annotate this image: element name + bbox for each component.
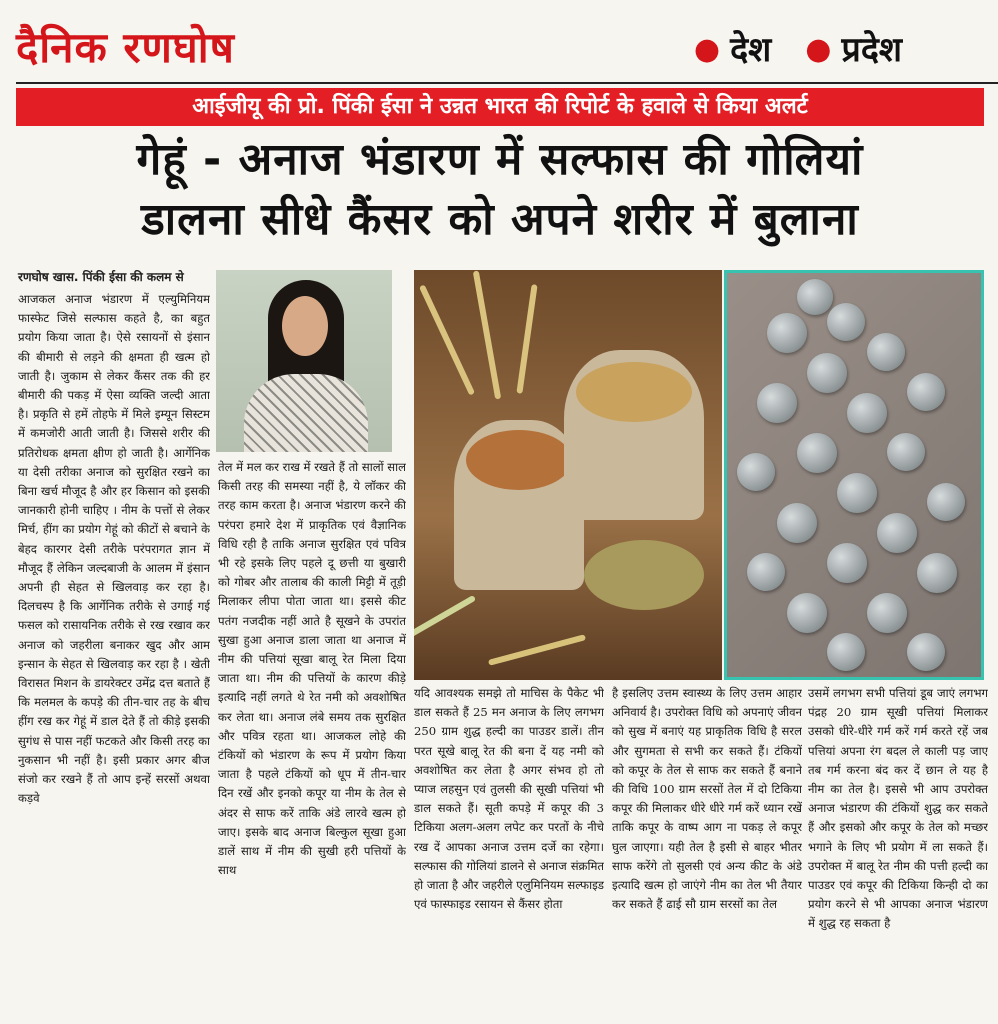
newspaper-logo: दैनिक रणघोष: [16, 23, 235, 72]
wheat-stalk: [488, 634, 586, 666]
headline-line-1: गेहूं - अनाज भंडारण में सल्फास की गोलियां: [136, 134, 864, 185]
tablet: [867, 593, 907, 633]
bullet-icon: ●: [693, 32, 721, 67]
barley-grain-pile: [584, 540, 704, 610]
section-desh[interactable]: [694, 26, 771, 74]
tablet: [917, 553, 957, 593]
tablet: [827, 633, 865, 671]
wheat-stalk: [419, 284, 475, 395]
wheat-stalk: [414, 595, 476, 655]
wheat-grain-pile: [466, 430, 572, 490]
grain-sacks-photo: [414, 270, 722, 680]
masthead-rule: [16, 82, 998, 84]
tablet: [757, 383, 797, 423]
tablet: [737, 453, 775, 491]
tablet: [847, 393, 887, 433]
tablet: [827, 543, 867, 583]
author-photo: [216, 270, 392, 452]
tablet: [797, 279, 833, 315]
tablet: [907, 373, 945, 411]
article-column-4: है इसलिए उत्तम स्वास्थ्य के लिए उत्तम आहार अनिवार्य है। उपरोक्त विधि को अपनाएं जीवन को सुख में बनाएं यह प्राकृतिक विधि है सरल और सुगमता से सभी कर सकते हैं। टंकियों को कपूर के तेल से साफ कर सकते हैं बनाने की विधि 100 ग्राम सरसों तेल में दो टिकिया कपूर की मिलाकर धीरे धीरे गर्म करें ध्यान रखें ताकि कपूर के वाष्प आग ना पकड़ ले कपूर घुल जाएगा। यही तेल है इसी से बाहर भीतर साफ करेंगे तो सुलसी एवं अन्य कीट के अंडे इत्यादि खत्म हो जाएंगे नीम का तेल भी तैयार कर सकते हैं ढाई सौ ग्राम सरसों का तेल: [612, 686, 802, 912]
section-pradesh[interactable]: [805, 26, 902, 74]
tablet: [807, 353, 847, 393]
section-label: देश: [730, 30, 772, 70]
headline: [16, 130, 984, 250]
tablet: [777, 503, 817, 543]
tablet: [747, 553, 785, 591]
sulfas-tablets-photo: [724, 270, 984, 680]
tablet: [887, 433, 925, 471]
tablet: [927, 483, 965, 521]
article-column-1: आजकल अनाज भंडारण में एल्युमिनियम फास्फेट जिसे सल्फास कहते है, का बहुत प्रयोग किया जाता है। ऐसे रसायनों से इंसान की बीमारी से लड़ने की क्षमता ही खत्म हो जाती है। जुकाम से लेकर कैंसर तक की हर बीमारी की पकड़ में ऐसा व्यक्ति जल्दी आता है। प्रकृति से हमें तोहफे में मिले इम्यून सिस्टम में कमजोरी आती जाती है। जिससे शरीर की प्रतिरोधक क्षमता क्षीण हो जाती है। आर्गेनिक या देसी तरीका अनाज को सुरक्षित रखने का बिना खर्च मौजूद है और हर किसान को इसकी जानकारी होनी चाहिए । नीम के पत्तों से लेकर मिर्च, हींग का प्रयोग गेहूं को कीटों से बचाने के बेहद कारगर देसी तरीके परंपरागत ज्ञान में मौजूद हैं लेकिन जल्दबाजी के आलम में इंसान अपनी ही सेहत से खिलवाड़ कर रहा है। दिलचस्प है कि आर्गेनिक तरीके से उगाई गई फसल को रासायनिक तरीके से रख रखाव कर अनाज को जहरीला बनाकर खुद और आम इन्सान के सेहत से खिलवाड़ कर रहा है । खेती विरासत मिशन के डायरेक्टर उमेंद्र दत्त बताते हैं कि मलमल के कपड़े की तीन-चार तह के बीच हींग रख कर गेहूं में डाल देते हैं तो कीड़े इसकी सुगंध से पास नहीं फटकते और किसी तरह का नुकसान भी नहीं है। इसी प्रकार अगर बीज संजो कर रखने हैं तो आप इन्हें सरसों अथवा कड़वे: [18, 292, 210, 806]
section-nav: [694, 26, 902, 74]
article-column-2: तेल में मल कर राख में रखते हैं तो सालों साल किसी तरह की समस्या नहीं है, ये लॉकर की तरह काम करता है। अनाज भंडारण करने की परंपरा हमारे देश में प्राकृतिक एवं वैज्ञानिक विधि रही है ताकि अनाज सुरक्षित एवं पवित्र भी रहे इसके लिए पहले दू छत्ती या बुखारी को गोबर और तालाब की काली मिट्टी में तूड़ी मिलाकर लीपा पोता जाता था। इससे कीट पतंग नजदीक नहीं आते है सूखने के उपरांत सुखा हुआ अनाज डाला जाता था अनाज में नीम की पत्तियां सूखा बालू रेत मिला दिया जाता था। नीम की पत्तियों के कारण कीड़े इत्यादि नहीं लगते थे रेत नमी को अवशोषित कर लेता था। अनाज लंबे समय तक सुरक्षित और पवित्र रहता था। आजकल लोहे की टंकियों को भंडारण के रूप में प्रयोग किया जाता है पहले टंकियों को धूप में तीन-चार दिन रखें और इनको कपूर या नीम के तेल से अंदर से साफ करें ताकि अंडे लारवे खत्म हो जाए। इसके बाद अनाज बिल्कुल सूखा हुआ डालें साथ में नीम की सुखी हरी पत्तियों के साथ: [218, 460, 406, 878]
tablet: [877, 513, 917, 553]
wheat-stalk: [516, 284, 537, 394]
tablet: [787, 593, 827, 633]
tablet: [827, 303, 865, 341]
headline-line-2: डालना सीधे कैंसर को अपने शरीर में बुलाना: [141, 194, 859, 245]
tablet: [797, 433, 837, 473]
oats-grain-pile: [576, 362, 692, 422]
article-column-3: यदि आवश्यक समझे तो माचिस के पैकेट भी डाल सकते हैं 25 मन अनाज के लिए लगभग 250 ग्राम शुद्ध हल्दी का पाउडर डालें। तीन परत सूखे बालू रेत की बना दें यह नमी को अवशोषित कर लेता है अगर संभव हो तो प्याज लहसुन एवं तुलसी की सूखी पत्तियां भी डाल सकते हैं। सूती कपड़े में कपूर की 3 टिकिया अलग-अलग लपेट कर परतों के नीचे रख दें आपका अनाज उत्तम दर्जे का रहेगा। सल्फास की गोलियां डालने से अनाज संक्रमित हो जाता है और जहरीले एलुमिनियम सल्फाइड एवं फास्फाइड रसायन से कैंसर होता: [414, 686, 604, 912]
author-saree-shape: [244, 374, 368, 452]
bullet-icon: ●: [805, 32, 832, 67]
article-column-5: उसमें लगभग सभी पत्तियां डूब जाएं लगभग पंद्रह 20 ग्राम सूखी पत्तियां मिलाकर उसको धीरे-धीरे गर्म करें गर्म करते रहें जब पत्तियां अपना रंग बदल ले काली पड़ जाए तब गर्म करना बंद कर दें छान ले यह है नीम का तेल है। इससे भी आप उपरोक्त अनाज भंडारण की टंकियों शुद्ध कर सकते हैं और इसको और कपूर के तेल को मच्छर भगाने के लिए भी प्रयोग में ला सकते हैं। उपरोक्त में बालू रेत नीम की पत्ती हल्दी का पाउडर एवं कपूर की टिकिया किन्ही दो का प्रयोग करने से भी आपका अनाज भंडारण में शुद्ध रह सकता है: [808, 686, 988, 931]
tablet: [767, 313, 807, 353]
section-label: प्रदेश: [841, 30, 902, 70]
tablet: [867, 333, 905, 371]
tablet: [837, 473, 877, 513]
author-face-shape: [282, 296, 328, 356]
byline: रणघोष खास. पिंकी ईसा की कलम से: [18, 270, 184, 284]
tablet: [907, 633, 945, 671]
wheat-stalk: [473, 270, 501, 399]
kicker-banner: आईजीयू की प्रो. पिंकी ईसा ने उन्नत भारत की रिपोर्ट के हवाले से किया अलर्ट: [16, 88, 984, 126]
